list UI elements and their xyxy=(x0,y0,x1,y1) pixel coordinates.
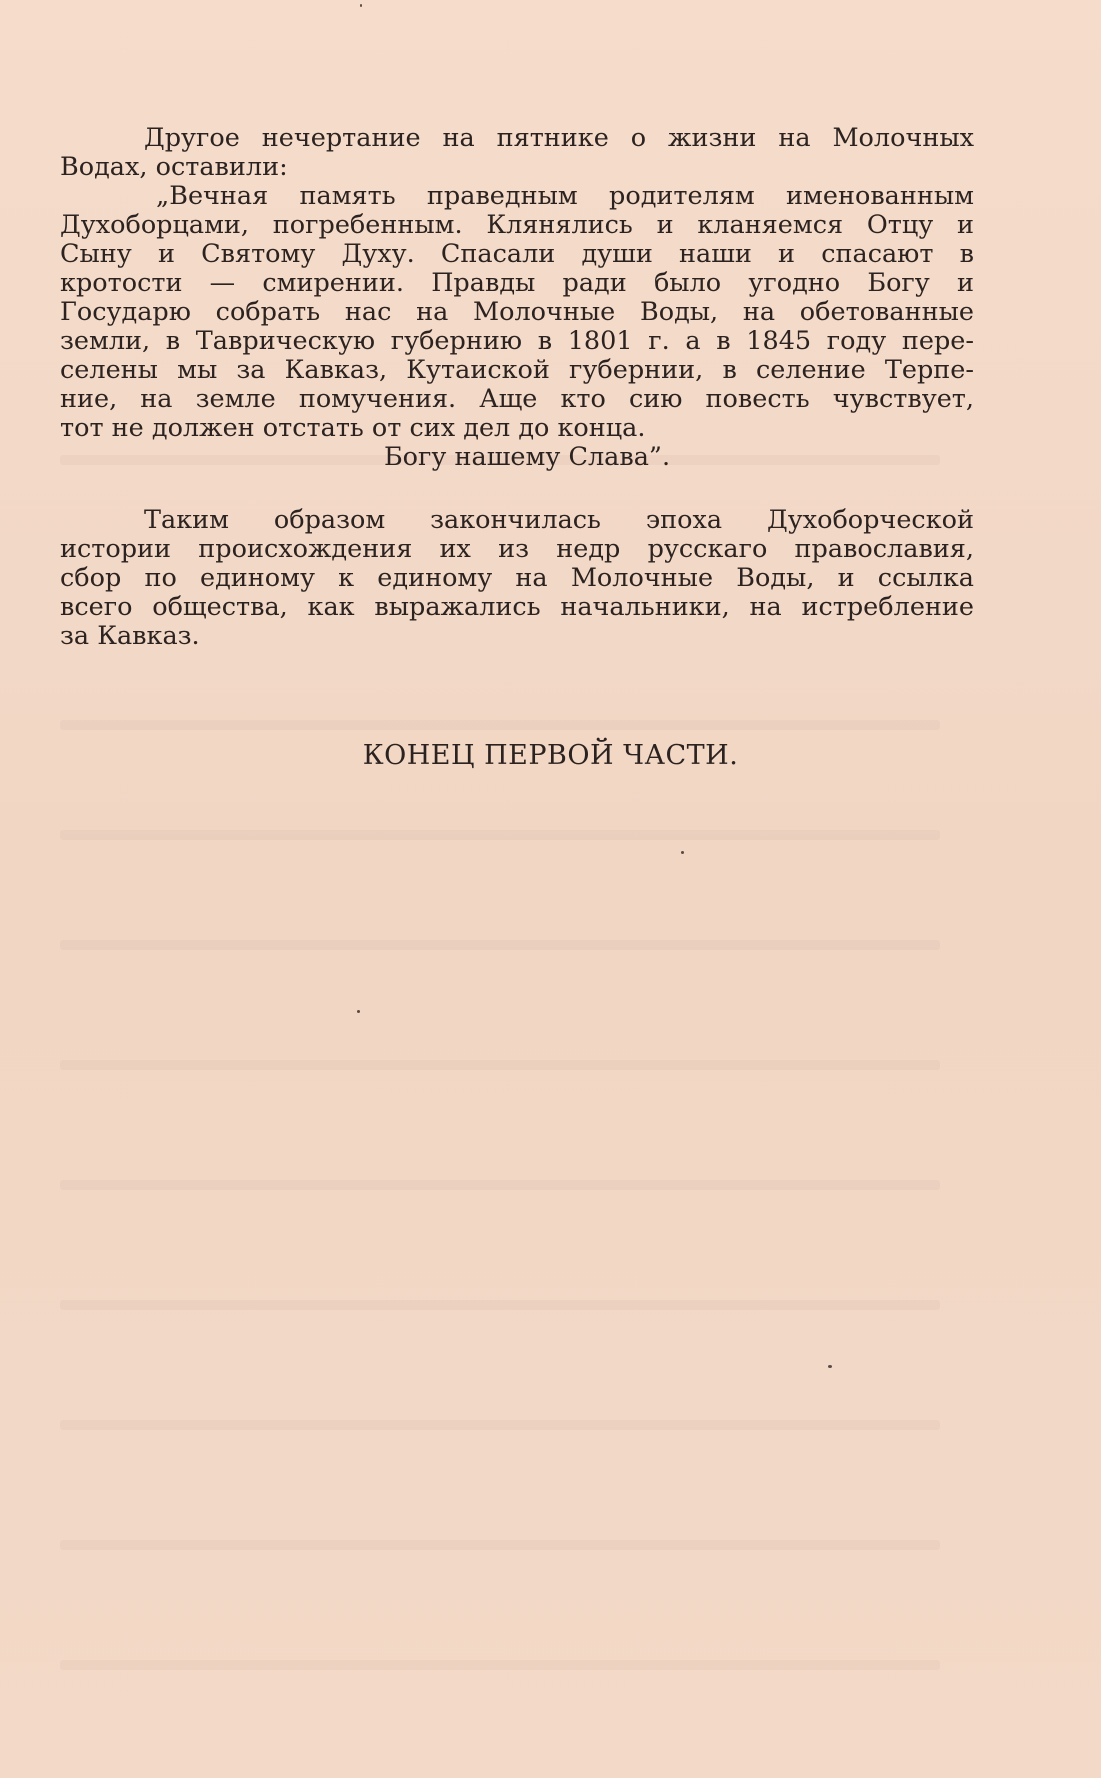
quote-line: кротости — смирении. Правды ради было угодно Богу и xyxy=(60,268,974,298)
paragraph-line: Таким образом закончилась эпоха Духоборческой xyxy=(144,505,974,535)
paragraph-line: истории происхождения их из недр русскаго православия, xyxy=(60,534,974,564)
body-text xyxy=(60,124,974,651)
quote-line: Сыну и Святому Духу. Спасали души наши и спасают в xyxy=(60,239,974,269)
bleed-through xyxy=(60,940,940,950)
paragraph-2 xyxy=(60,506,974,651)
bleed-through xyxy=(60,1540,940,1550)
bleed-through xyxy=(60,1420,940,1430)
quote-line: Духоборцами, погребенным. Клянялись и кланяемся Отцу и xyxy=(60,210,974,240)
inscription-quote xyxy=(60,182,974,472)
print-speck xyxy=(828,1365,832,1368)
paragraph-line: сбор по единому к единому на Молочные Воды, и ссылка xyxy=(60,563,974,593)
quote-line: селены мы за Кавказ, Кутаиской губернии, в селение Терпе- xyxy=(60,355,974,385)
print-speck xyxy=(360,4,362,7)
part-ending-heading: КОНЕЦ ПЕРВОЙ ЧАСТИ. xyxy=(362,740,739,771)
quote-line: „Вечная память праведным родителям именованным xyxy=(156,181,974,211)
paragraph-line: Другое нечертание на пятнике о жизни на Молочных xyxy=(144,123,974,153)
quote-closing: Богу нашему Слава”. xyxy=(383,442,671,472)
bleed-through xyxy=(60,1060,940,1070)
bleed-through xyxy=(60,1180,940,1190)
print-speck xyxy=(681,851,684,854)
paragraph-gap xyxy=(60,472,974,506)
bleed-through xyxy=(60,830,940,840)
paragraph-line: Водах, оставили: xyxy=(60,152,288,182)
quote-line: тот не должен отстать от сих дел до конца. xyxy=(60,413,646,443)
paragraph-1 xyxy=(60,124,974,182)
quote-line: ние, на земле помучения. Аще кто сию повесть чувствует, xyxy=(60,384,974,414)
print-speck xyxy=(357,1010,360,1013)
bleed-through xyxy=(60,720,940,730)
bleed-through xyxy=(60,1660,940,1670)
paragraph-line: за Кавказ. xyxy=(60,621,200,651)
bleed-through xyxy=(60,1300,940,1310)
quote-line: земли, в Таврическую губернию в 1801 г. а в 1845 году пере- xyxy=(60,326,974,356)
quote-line: Государю собрать нас на Молочные Воды, на обетованные xyxy=(60,297,974,327)
paragraph-line: всего общества, как выражались начальники, на истребление xyxy=(60,592,974,622)
